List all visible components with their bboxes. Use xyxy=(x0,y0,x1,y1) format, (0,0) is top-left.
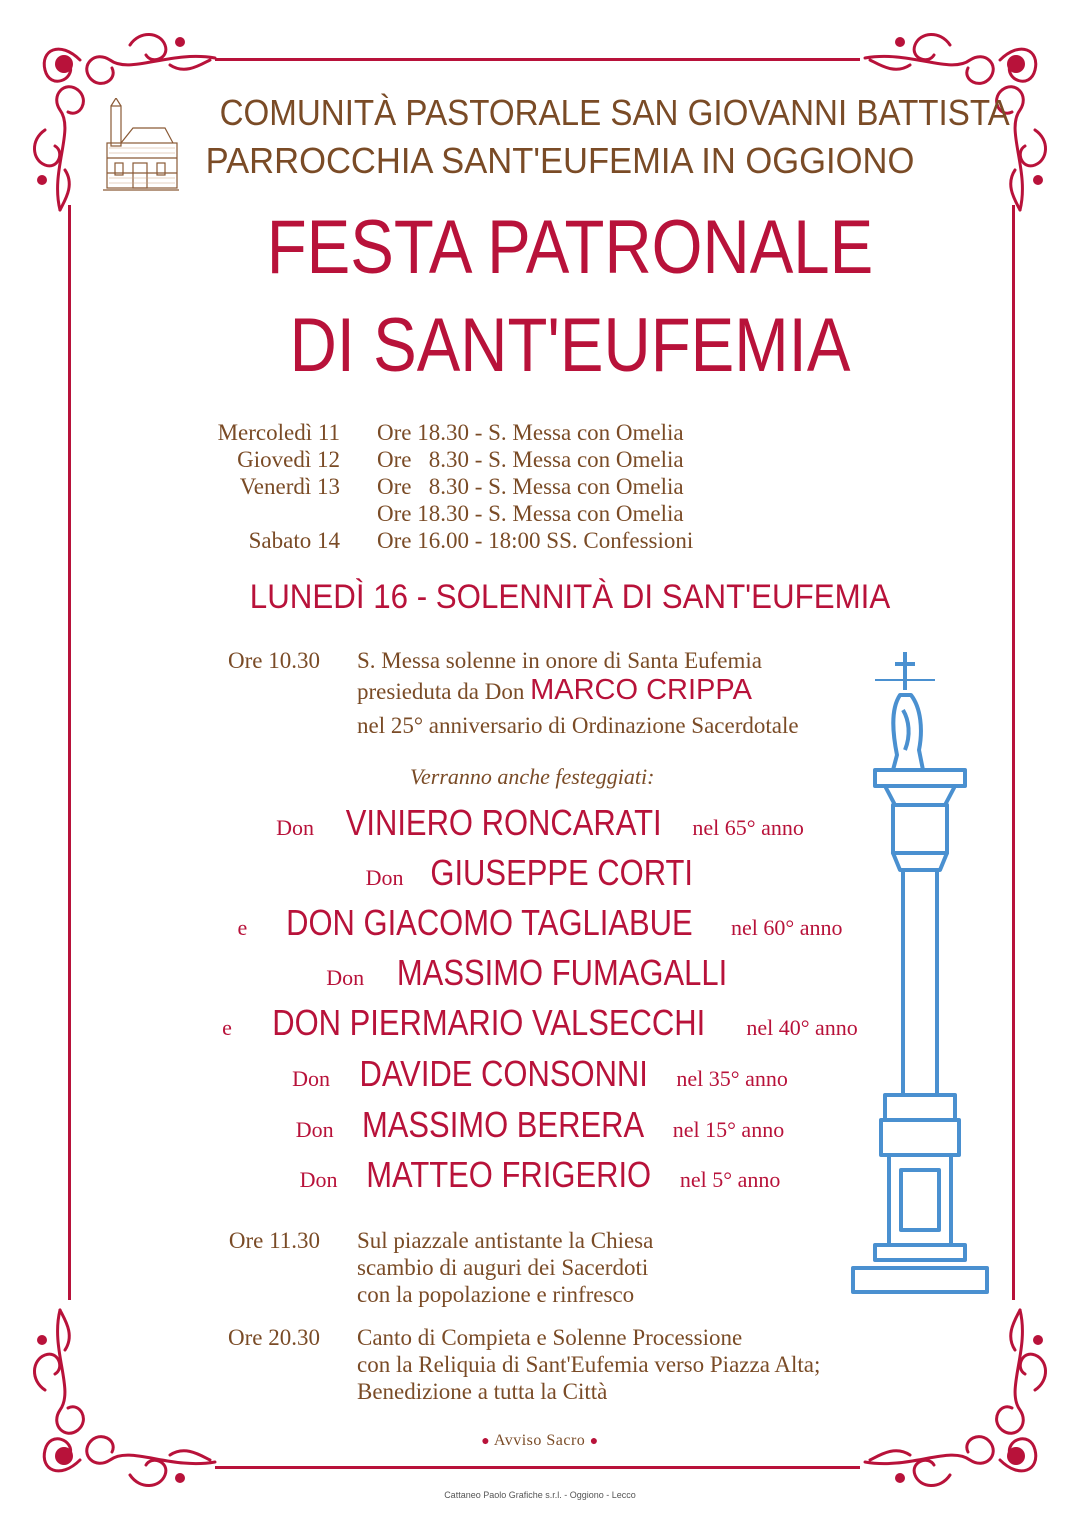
sacred-notice xyxy=(440,1432,640,1450)
bullet-icon: ● xyxy=(481,1434,491,1449)
event-line: Benedizione a tutta la Città xyxy=(357,1379,608,1404)
priest-prefix: Don xyxy=(326,965,370,990)
celebrant-name: MARCO CRIPPA xyxy=(530,674,752,706)
priest-name: VINIERO RONCARATI xyxy=(345,802,662,843)
frame-left xyxy=(68,205,71,1300)
event-line: con la popolazione e rinfresco xyxy=(357,1282,635,1307)
priest-prefix: Don xyxy=(299,1167,344,1192)
page-title-line-2: DI SANT'EUFEMIA xyxy=(289,303,851,388)
celebrated-intro: Verranno anche festeggiati: xyxy=(410,764,655,789)
event-line: Sul piazzale antistante la Chiesa xyxy=(357,1228,654,1253)
mass-line-2 xyxy=(357,674,752,707)
schedule-text: Ore 18.30 - S. Messa con Omelia xyxy=(377,501,684,526)
priest-prefix: e xyxy=(237,915,253,940)
priest-prefix: e xyxy=(222,1015,238,1040)
mass-time: Ore 10.30 xyxy=(228,648,320,673)
solemnity-heading: LUNEDÌ 16 - SOLENNITÀ DI SANT'EUFEMIA xyxy=(249,578,891,616)
schedule-text: Ore 8.30 - S. Messa con Omelia xyxy=(377,474,684,499)
community-header: COMUNITÀ PASTORALE SAN GIOVANNI BATTISTA xyxy=(219,92,1010,133)
frame-right xyxy=(1012,205,1015,1300)
schedule-day: Sabato 14 xyxy=(248,528,340,553)
priest-name: MASSIMO FUMAGALLI xyxy=(396,952,727,993)
mass-presided-by: presieduta da Don xyxy=(357,679,531,704)
event-time: Ore 11.30 xyxy=(228,1228,320,1253)
priest-anniversary: nel 40° anno xyxy=(740,1015,858,1040)
priest-anniversary: nel 65° anno xyxy=(686,815,804,840)
priest-name: GIUSEPPE CORTI xyxy=(430,852,694,893)
frame-top xyxy=(215,58,860,61)
votive-column-icon xyxy=(845,650,995,1300)
event-time: Ore 20.30 xyxy=(228,1325,320,1350)
parish-header: PARROCCHIA SANT'EUFEMIA IN OGGIONO xyxy=(205,140,915,181)
schedule-row xyxy=(20,528,920,556)
schedule-row xyxy=(20,420,920,448)
schedule-day: Mercoledì 11 xyxy=(217,420,340,445)
schedule-text: Ore 8.30 - S. Messa con Omelia xyxy=(377,447,684,472)
schedule-row xyxy=(20,501,920,529)
bullet-icon: ● xyxy=(589,1434,599,1449)
frame-bottom xyxy=(215,1466,860,1469)
mass-line-1: S. Messa solenne in onore di Santa Eufemia xyxy=(357,648,762,673)
priest-anniversary: nel 5° anno xyxy=(674,1167,781,1192)
priest-name: MATTEO FRIGERIO xyxy=(366,1154,652,1195)
schedule-day: Giovedì 12 xyxy=(237,447,340,472)
priest-anniversary: nel 15° anno xyxy=(667,1117,785,1142)
priest-name: DAVIDE CONSONNI xyxy=(359,1053,648,1094)
printer-credit: Cattaneo Paolo Grafiche s.r.l. - Oggiono - Lecco xyxy=(444,1490,636,1500)
mass-line-3: nel 25° anniversario di Ordinazione Sacerdotale xyxy=(357,713,799,738)
priest-name: DON PIERMARIO VALSECCHI xyxy=(272,1002,706,1043)
priest-prefix: Don xyxy=(365,865,409,890)
schedule-text: Ore 16.00 - 18:00 SS. Confessioni xyxy=(377,528,694,553)
priest-anniversary: nel 60° anno xyxy=(725,915,843,940)
sacred-notice-label: Avviso Sacro xyxy=(493,1432,586,1449)
event-line: Canto di Compieta e Solenne Processione xyxy=(357,1325,743,1350)
corner-ornament-bottom-right xyxy=(850,1300,1060,1500)
priest-name: DON GIACOMO TAGLIABUE xyxy=(285,902,693,943)
church-sketch-icon xyxy=(103,98,179,194)
weekday-schedule xyxy=(20,420,920,560)
event-line: con la Reliquia di Sant'Eufemia verso Piazza Alta; xyxy=(357,1352,821,1377)
priest-prefix: Don xyxy=(295,1117,340,1142)
schedule-row xyxy=(20,474,920,502)
schedule-text: Ore 18.30 - S. Messa con Omelia xyxy=(377,420,684,445)
priest-anniversary: nel 35° anno xyxy=(670,1066,788,1091)
page-title-line-1: FESTA PATRONALE xyxy=(266,205,874,290)
schedule-day: Venerdì 13 xyxy=(239,474,340,499)
priest-prefix: Don xyxy=(292,1066,336,1091)
event-line: scambio di auguri dei Sacerdoti xyxy=(357,1255,649,1280)
priest-name: MASSIMO BERERA xyxy=(362,1104,645,1145)
priest-prefix: Don xyxy=(276,815,320,840)
schedule-row xyxy=(20,447,920,475)
